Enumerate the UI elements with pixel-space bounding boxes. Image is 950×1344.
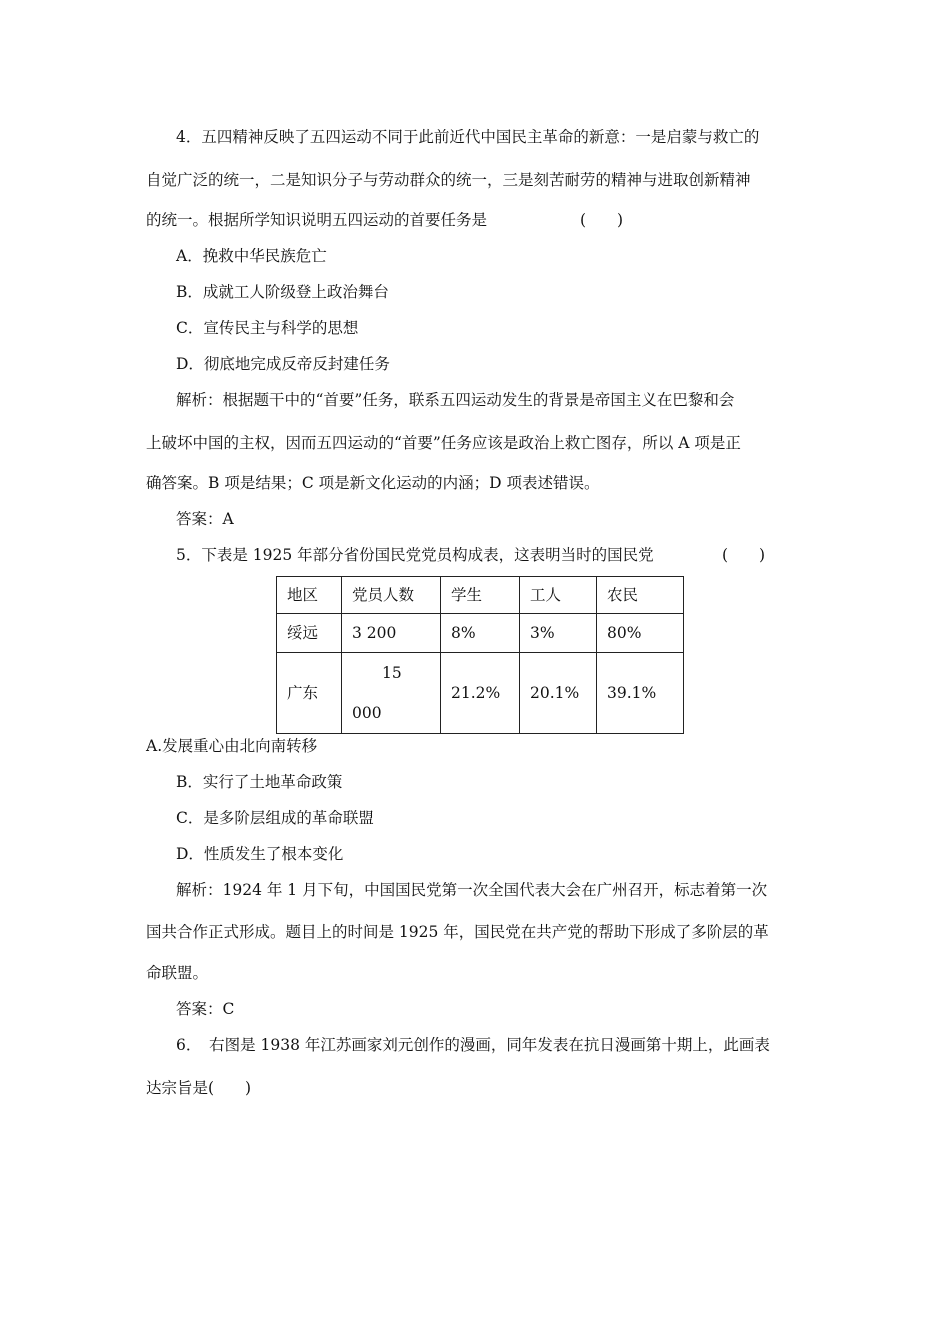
q4-analysis-line1: 解析：根据题干中的“首要”任务，联系五四运动发生的背景是帝国主义在巴黎和会 bbox=[176, 391, 735, 409]
q5-analysis-line2: 国共合作正式形成。题目上的时间是 1925 年，国民党在共产党的帮助下形成了多阶层的革 bbox=[146, 923, 769, 941]
q4-option-d: D．彻底地完成反帝反封建任务 bbox=[176, 355, 390, 373]
q5-option-d: D．性质发生了根本变化 bbox=[176, 845, 344, 863]
cell-peasants: 39.1% bbox=[597, 653, 684, 734]
q4-analysis-line3: 确答案。B 项是结果；C 项是新文化运动的内涵；D 项表述错误。 bbox=[146, 474, 600, 492]
q4-answer: 答案：A bbox=[176, 510, 234, 528]
q4-analysis-line2: 上破坏中国的主权，因而五四运动的“首要”任务应该是政治上救亡图存，所以 A 项是正 bbox=[146, 434, 741, 452]
q5-analysis-line1: 解析：1924 年 1 月下旬，中国国民党第一次全国代表大会在广州召开，标志着第一次 bbox=[176, 881, 768, 899]
q5-answer: 答案：C bbox=[176, 1000, 235, 1018]
q5-answer-blank: ( ) bbox=[722, 546, 766, 564]
q6-stem-line1: 6． 右图是 1938 年江苏画家刘元创作的漫画，同年发表在抗日漫画第十期上，此画表 bbox=[176, 1036, 770, 1054]
cell-region: 绥远 bbox=[277, 614, 342, 653]
cell-peasants: 80% bbox=[597, 614, 684, 653]
cell-members bbox=[342, 653, 441, 734]
table-row bbox=[277, 614, 684, 653]
q5-option-c: C．是多阶层组成的革命联盟 bbox=[176, 809, 374, 827]
header-students: 学生 bbox=[441, 577, 520, 614]
cell-region: 广东 bbox=[277, 653, 342, 734]
cell-students: 8% bbox=[441, 614, 520, 653]
table-row bbox=[277, 653, 684, 734]
q5-analysis-line3: 命联盟。 bbox=[146, 964, 209, 982]
table-header-row bbox=[277, 577, 684, 614]
q6-stem-line2: 达宗旨是( ) bbox=[146, 1079, 252, 1097]
q5-option-a: A.发展重心由北向南转移 bbox=[146, 737, 318, 755]
q4-option-a: A．挽救中华民族危亡 bbox=[176, 247, 327, 265]
q4-answer-blank: ( ) bbox=[580, 211, 624, 229]
header-region: 地区 bbox=[277, 577, 342, 614]
cell-students: 21.2% bbox=[441, 653, 520, 734]
cell-members-part2: 000 bbox=[352, 704, 382, 722]
q4-stem-line1: 4．五四精神反映了五四运动不同于此前近代中国民主革命的新意：一是启蒙与救亡的 bbox=[176, 128, 760, 146]
q4-option-c: C．宣传民主与科学的思想 bbox=[176, 319, 359, 337]
header-members: 党员人数 bbox=[342, 577, 441, 614]
header-workers: 工人 bbox=[520, 577, 597, 614]
party-composition-table bbox=[276, 576, 684, 734]
cell-workers: 3% bbox=[520, 614, 597, 653]
cell-members-part1: 15 bbox=[382, 664, 402, 682]
cell-members: 3 200 bbox=[342, 614, 441, 653]
q4-stem-line3: 的统一。根据所学知识说明五四运动的首要任务是 bbox=[146, 211, 488, 229]
cell-workers: 20.1% bbox=[520, 653, 597, 734]
q5-stem: 5．下表是 1925 年部分省份国民党党员构成表，这表明当时的国民党 bbox=[176, 546, 654, 564]
q5-option-b: B．实行了土地革命政策 bbox=[176, 773, 343, 791]
header-peasants: 农民 bbox=[597, 577, 684, 614]
q4-option-b: B．成就工人阶级登上政治舞台 bbox=[176, 283, 389, 301]
q4-stem-line2: 自觉广泛的统一，二是知识分子与劳动群众的统一，三是刻苦耐劳的精神与进取创新精神 bbox=[146, 171, 751, 189]
